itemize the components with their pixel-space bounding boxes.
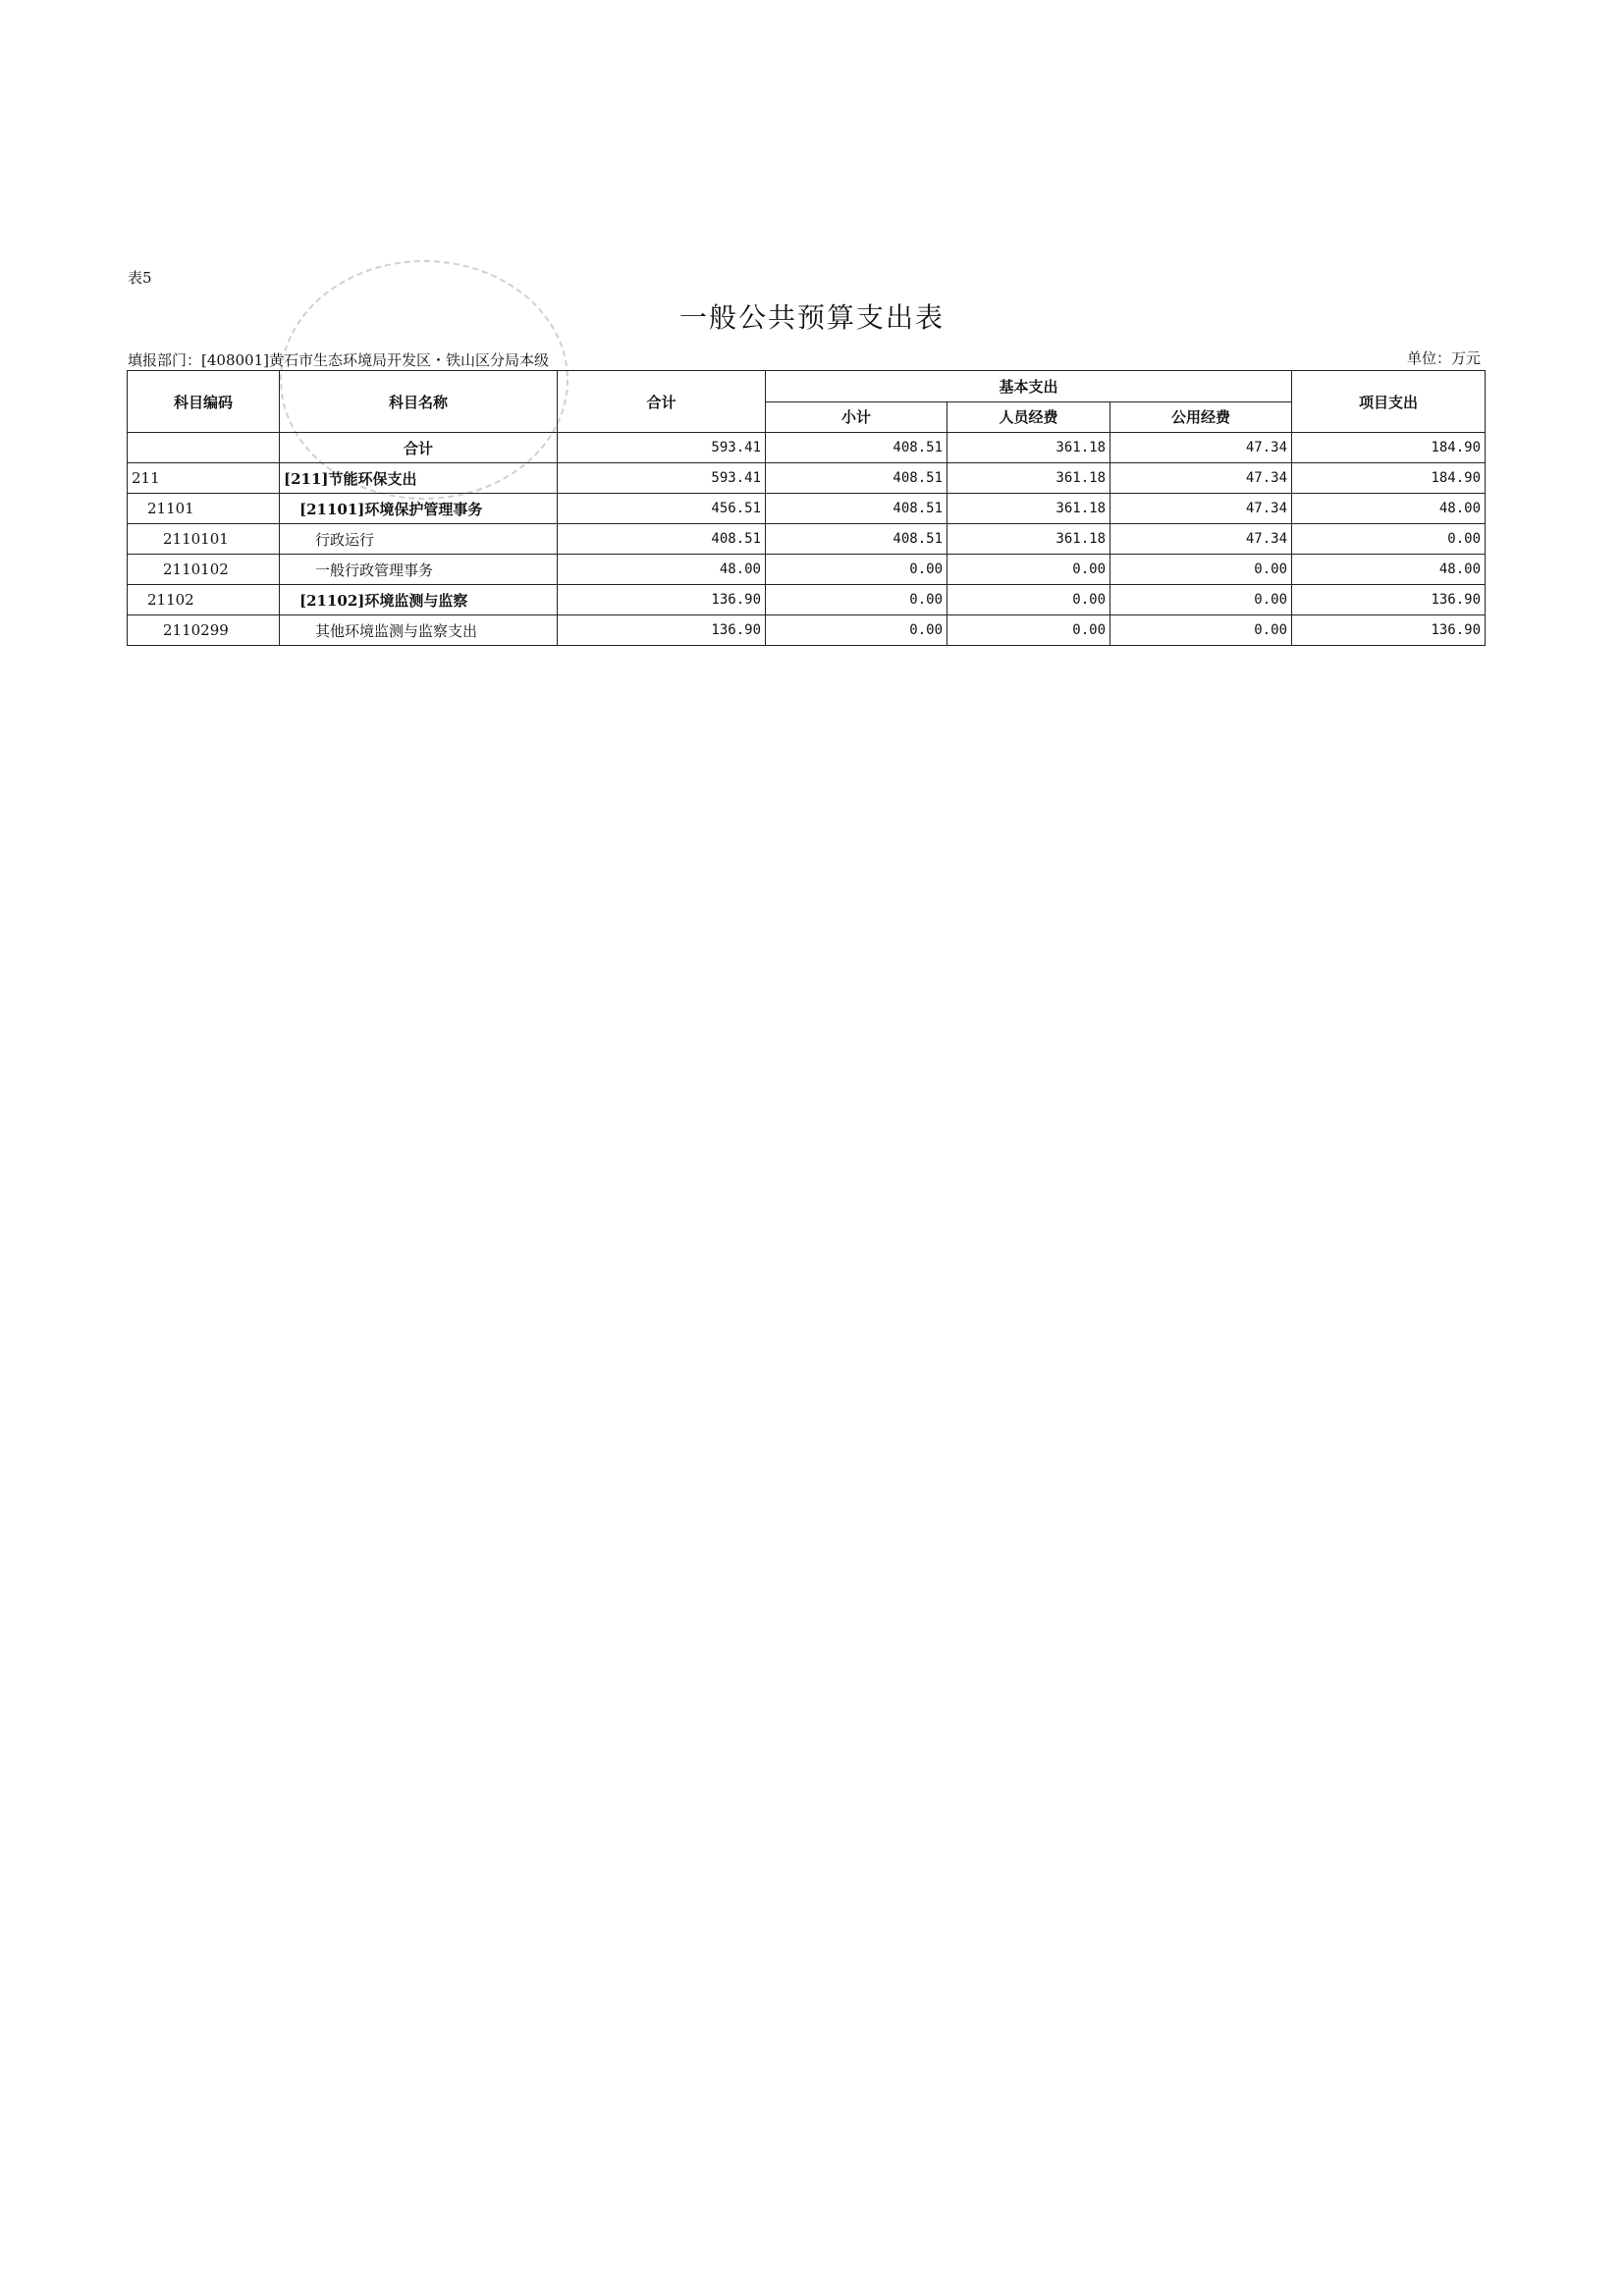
page-title: 一般公共预算支出表 <box>678 301 945 334</box>
row-project: 0.00 <box>1292 524 1486 555</box>
row-code: 211 <box>128 463 280 494</box>
row-personnel: 361.18 <box>947 524 1110 555</box>
table-row <box>128 524 1486 555</box>
row-name: 一般行政管理事务 <box>280 555 558 585</box>
header-personnel: 人员经费 <box>947 401 1110 433</box>
row-name: 行政运行 <box>280 524 558 555</box>
row-personnel: 361.18 <box>947 463 1110 494</box>
header-name: 科目名称 <box>280 371 558 433</box>
row-public: 0.00 <box>1110 555 1292 585</box>
table-row <box>128 615 1486 646</box>
table-row <box>128 585 1486 615</box>
table-row <box>128 494 1486 524</box>
header-project: 项目支出 <box>1292 371 1486 433</box>
row-subtotal: 408.51 <box>766 463 947 494</box>
row-total: 593.41 <box>558 463 766 494</box>
row-public: 47.34 <box>1110 524 1292 555</box>
row-personnel: 361.18 <box>947 433 1110 463</box>
row-name: 其他环境监测与监察支出 <box>280 615 558 646</box>
row-personnel: 361.18 <box>947 494 1110 524</box>
unit-label: 单位：万元 <box>1406 349 1481 367</box>
table-row <box>128 555 1486 585</box>
row-name: [211]节能环保支出 <box>280 463 558 494</box>
row-project: 184.90 <box>1292 463 1486 494</box>
row-code: 21101 <box>128 494 280 524</box>
row-total: 136.90 <box>558 615 766 646</box>
row-code: 2110102 <box>128 555 280 585</box>
header-subtotal: 小计 <box>766 401 947 433</box>
row-code: 2110101 <box>128 524 280 555</box>
row-public: 47.34 <box>1110 433 1292 463</box>
row-project: 48.00 <box>1292 555 1486 585</box>
header-total: 合计 <box>558 371 766 433</box>
row-project: 48.00 <box>1292 494 1486 524</box>
row-code: 21102 <box>128 585 280 615</box>
row-total: 593.41 <box>558 433 766 463</box>
row-code <box>128 433 280 463</box>
row-project: 136.90 <box>1292 585 1486 615</box>
row-name: [21101]环境保护管理事务 <box>280 494 558 524</box>
row-total: 136.90 <box>558 585 766 615</box>
row-subtotal: 0.00 <box>766 615 947 646</box>
header-basic: 基本支出 <box>766 371 1292 402</box>
row-total: 48.00 <box>558 555 766 585</box>
row-project: 136.90 <box>1292 615 1486 646</box>
row-public: 0.00 <box>1110 615 1292 646</box>
row-name: [21102]环境监测与监察 <box>280 585 558 615</box>
department-label: 填报部门：[408001]黄石市生态环境局开发区・铁山区分局本级 <box>128 351 549 369</box>
row-personnel: 0.00 <box>947 555 1110 585</box>
row-subtotal: 408.51 <box>766 524 947 555</box>
row-total: 408.51 <box>558 524 766 555</box>
header-public: 公用经费 <box>1110 401 1292 433</box>
header-code: 科目编码 <box>128 371 280 433</box>
row-public: 0.00 <box>1110 585 1292 615</box>
row-name: 合计 <box>280 433 558 463</box>
row-public: 47.34 <box>1110 463 1292 494</box>
row-code: 2110299 <box>128 615 280 646</box>
row-public: 47.34 <box>1110 494 1292 524</box>
row-total: 456.51 <box>558 494 766 524</box>
budget-expenditure-table <box>127 370 1486 646</box>
row-personnel: 0.00 <box>947 615 1110 646</box>
row-project: 184.90 <box>1292 433 1486 463</box>
row-subtotal: 408.51 <box>766 494 947 524</box>
row-personnel: 0.00 <box>947 585 1110 615</box>
row-subtotal: 408.51 <box>766 433 947 463</box>
table-number: 表5 <box>128 269 152 287</box>
row-subtotal: 0.00 <box>766 585 947 615</box>
row-subtotal: 0.00 <box>766 555 947 585</box>
table-row-total <box>128 433 1486 463</box>
header-row-1 <box>128 371 1486 402</box>
table-row <box>128 463 1486 494</box>
